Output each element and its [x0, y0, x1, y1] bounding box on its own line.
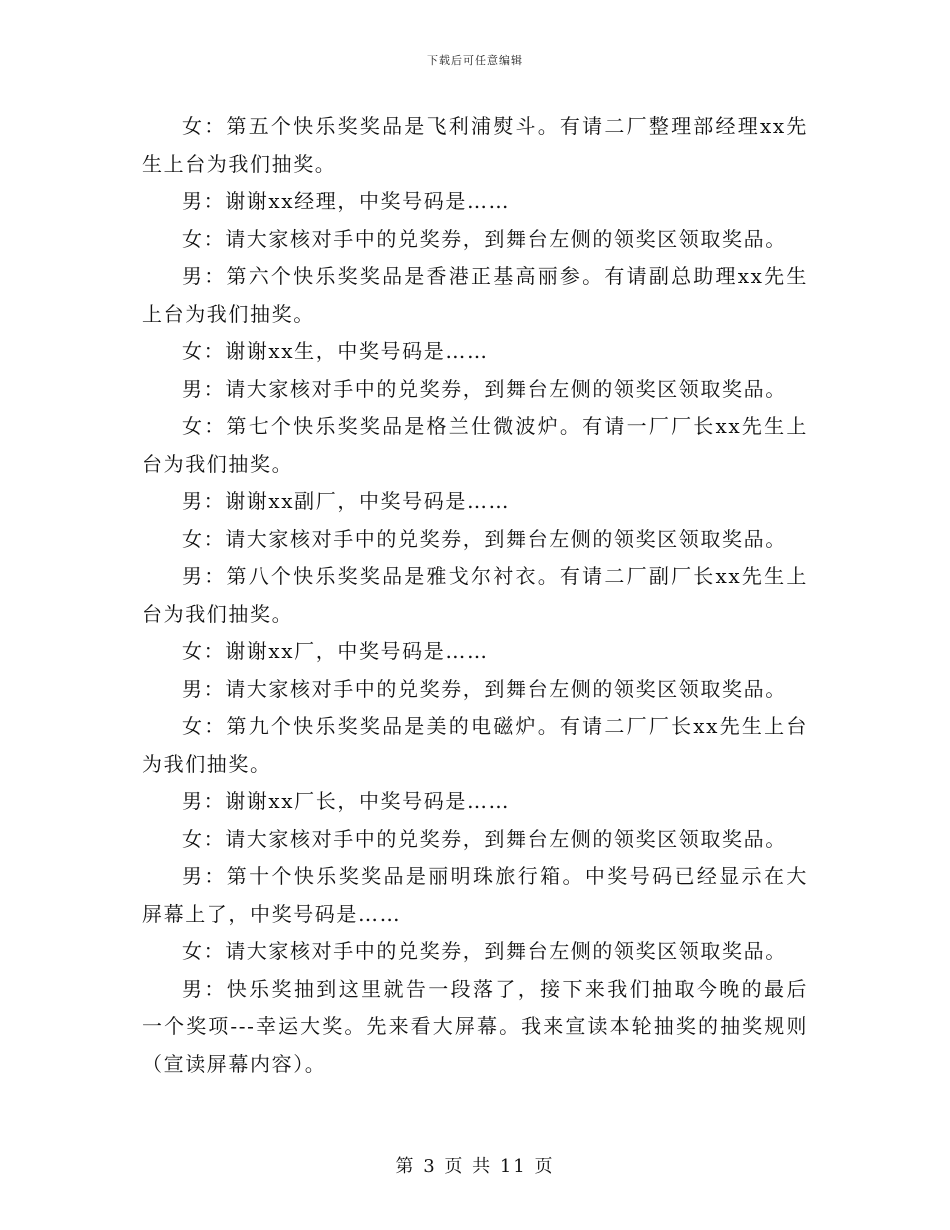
paragraph: 男：第十个快乐奖奖品是丽明珠旅行箱。中奖号码已经显示在大屏幕上了，中奖号码是…… [142, 864, 808, 926]
paragraph: 女：请大家核对手中的兑奖券，到舞台左侧的领奖区领取奖品。 [182, 226, 787, 251]
page-number-footer: 第 3 页 共 11 页 [395, 1156, 555, 1177]
paragraph: 女：第九个快乐奖奖品是美的电磁炉。有请二厂厂长xx先生上台为我们抽奖。 [142, 714, 808, 776]
paragraph: 男：请大家核对手中的兑奖券，到舞台左侧的领奖区领取奖品。 [182, 676, 787, 701]
paragraph: 男：第六个快乐奖奖品是香港正基高丽参。有请副总助理xx先生上台为我们抽奖。 [142, 264, 808, 326]
document-body [142, 108, 808, 1083]
paragraph: 男：请大家核对手中的兑奖券，到舞台左侧的领奖区领取奖品。 [182, 376, 787, 401]
paragraph: 男：谢谢xx厂长，中奖号码是…… [182, 789, 511, 813]
paragraph: 男：第八个快乐奖奖品是雅戈尔衬衣。有请二厂副厂长xx先生上台为我们抽奖。 [142, 564, 808, 626]
paragraph: 男：谢谢xx经理，中奖号码是…… [182, 189, 511, 213]
paragraph: 男：谢谢xx副厂，中奖号码是…… [182, 489, 511, 513]
paragraph: 女：谢谢xx厂，中奖号码是…… [182, 639, 489, 663]
paragraph: 女：谢谢xx生，中奖号码是…… [182, 339, 489, 363]
paragraph: 女：请大家核对手中的兑奖券，到舞台左侧的领奖区领取奖品。 [182, 526, 787, 551]
paragraph: 女：第七个快乐奖奖品是格兰仕微波炉。有请一厂厂长xx先生上台为我们抽奖。 [142, 414, 808, 476]
page-header: 下载后可任意编辑 [427, 54, 523, 67]
paragraph: 女：第五个快乐奖奖品是飞利浦熨斗。有请二厂整理部经理xx先生上台为我们抽奖。 [142, 114, 808, 176]
paragraph: 女：请大家核对手中的兑奖券，到舞台左侧的领奖区领取奖品。 [182, 826, 787, 851]
paragraph: 女：请大家核对手中的兑奖券，到舞台左侧的领奖区领取奖品。 [182, 939, 787, 963]
paragraph: 男：快乐奖抽到这里就告一段落了，接下来我们抽取今晚的最后一个奖项---幸运大奖。先来看大屏幕。我来宣读本轮抽奖的抽奖规则（宣读屏幕内容）。 [142, 976, 808, 1076]
